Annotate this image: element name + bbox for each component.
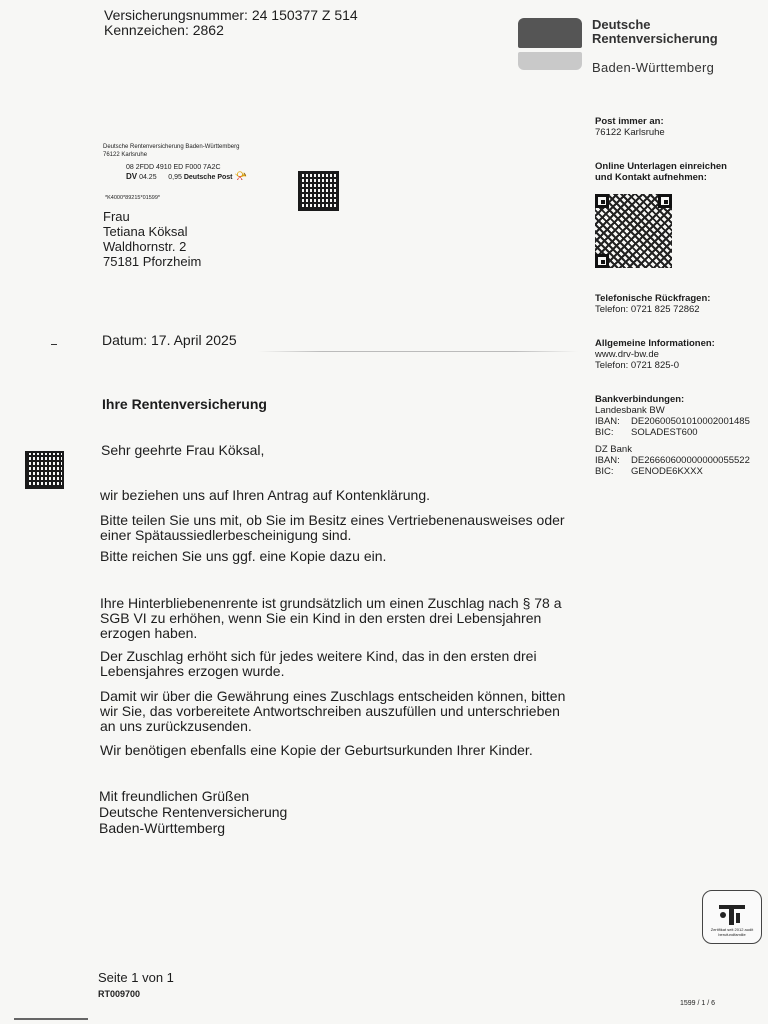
datamatrix-code-icon — [298, 171, 339, 211]
paragraph-2-line-2: einer Spätaussiedlerbescheinigung sind. — [100, 527, 352, 543]
bank1-iban-label: IBAN: — [595, 416, 620, 427]
insurance-number: Versicherungsnummer: 24 150377 Z 514 — [104, 7, 358, 23]
franking-amount: 0,95 — [168, 174, 182, 181]
logo-line2: Rentenversicherung — [592, 31, 718, 46]
post-info — [595, 116, 665, 138]
logo-region: Baden-Württemberg — [592, 60, 715, 75]
drv-logo — [518, 18, 738, 78]
sender-name: Deutsche Rentenversicherung Baden-Württemberg — [103, 144, 240, 150]
recipient-street: Waldhornstr. 2 — [103, 239, 187, 254]
paragraph-6-line-3: an uns zurückzusenden. — [100, 718, 252, 734]
closing-block — [99, 788, 287, 836]
paragraph-4-line-2: SGB VI zu erhöhen, wenn Sie ein Kind in den ersten drei Lebensjahren — [100, 610, 542, 626]
letter-salutation: Sehr geehrte Frau Köksal, — [101, 442, 265, 458]
recipient-salutation: Frau — [103, 209, 130, 224]
post-heading: Post immer an: — [595, 116, 664, 127]
paragraph-4-line-3: erzogen haben. — [100, 625, 198, 641]
closing-greeting: Mit freundlichen Grüßen — [99, 788, 250, 804]
paragraph-5 — [100, 649, 590, 679]
franking-dv: DV — [126, 172, 138, 181]
paragraph-4-line-1: Ihre Hinterbliebenenrente ist grundsätzlich um einen Zuschlag nach § 78 a — [100, 595, 562, 611]
paragraph-7: Wir benötigen ebenfalls eine Kopie der Geburtsurkunden Ihrer Kinder. — [100, 742, 533, 758]
bank1-bic-label: BIC: — [595, 427, 614, 438]
bottom-edge-line — [14, 1018, 88, 1020]
bank2-iban-label: IBAN: — [595, 455, 620, 466]
paragraph-5-line-2: Lebensjahres erzogen wurde. — [100, 663, 285, 679]
letter-subject: Ihre Rentenversicherung — [102, 396, 267, 412]
phone-info — [595, 293, 710, 315]
logo-line1: Deutsche — [592, 17, 651, 32]
post-value: 76122 Karlsruhe — [595, 127, 665, 138]
phone-value: Telefon: 0721 825 72862 — [595, 304, 700, 315]
franking-carrier: Deutsche Post — [183, 174, 233, 181]
closing-org: Deutsche Rentenversicherung — [99, 804, 288, 820]
logo-wordmark — [592, 18, 718, 46]
phone-heading: Telefonische Rückfragen: — [595, 293, 711, 304]
sender-city: 76122 Karlsruhe — [103, 152, 148, 158]
page-indicator: Seite 1 von 1 — [98, 970, 174, 985]
bank1-bic: SOLADEST600 — [631, 427, 698, 438]
bank1-iban: DE20600501010002001485 — [631, 416, 750, 427]
online-heading-1: Online Unterlagen einreichen — [595, 161, 727, 172]
info-web[interactable]: www.drv-bw.de — [595, 349, 659, 360]
paragraph-2 — [100, 513, 590, 543]
bank2-name: DZ Bank — [595, 444, 632, 455]
fold-mark — [51, 344, 57, 345]
paragraph-3: Bitte reichen Sie uns ggf. eine Kopie dazu ein. — [100, 548, 387, 564]
paragraph-5-line-1: Der Zuschlag erhöht sich für jedes weitere Kind, das in den ersten drei — [100, 648, 537, 664]
audit-certificate-stamp — [702, 890, 762, 944]
document-ref: RT009700 — [98, 989, 141, 999]
recipient-name: Tetiana Köksal — [103, 224, 188, 239]
postage-franking — [126, 163, 247, 182]
reference-block — [104, 8, 358, 38]
paragraph-4 — [100, 596, 590, 641]
franking-code: 08 2FDD 4910 ED F000 7A2C — [126, 164, 221, 171]
closing-region: Baden-Württemberg — [99, 820, 226, 836]
bank-heading: Bankverbindungen: — [595, 394, 685, 405]
bank2-iban: DE26660600000000055522 — [631, 455, 750, 466]
divider — [258, 351, 578, 352]
online-info — [595, 161, 727, 183]
recipient-address — [103, 209, 201, 269]
bank1-name: Landesbank BW — [595, 405, 665, 416]
paragraph-1: wir beziehen uns auf Ihren Antrag auf Kontenklärung. — [100, 487, 430, 503]
bank2-bic: GENODE6KXXX — [631, 466, 703, 477]
general-info — [595, 338, 715, 371]
qr-code-icon[interactable] — [595, 194, 672, 268]
bank2-bic-label: BIC: — [595, 466, 614, 477]
online-heading-2: und Kontakt aufnehmen: — [595, 172, 707, 183]
paragraph-6 — [100, 689, 590, 734]
reference-code: Kennzeichen: 2862 — [104, 22, 224, 38]
paragraph-2-line-1: Bitte teilen Sie uns mit, ob Sie im Besitz eines Vertriebenenausweises oder — [100, 512, 565, 528]
paragraph-6-line-1: Damit wir über die Gewährung eines Zuschlags entscheiden können, bitten — [100, 688, 566, 704]
paragraph-6-line-2: wir Sie, das vorbereitete Antwortschreiben auszufüllen und unterschrieben — [100, 703, 560, 719]
datamatrix-side-icon — [25, 451, 64, 489]
family-audit-icon — [717, 901, 747, 927]
stamp-caption: Zertifikat seit 2012 audit berufundfamilie — [710, 927, 754, 937]
page-code: 1599 / 1 / 6 — [680, 1000, 716, 1007]
post-horn-icon: 📯 — [234, 171, 247, 182]
info-heading: Allgemeine Informationen: — [595, 338, 715, 349]
bank-info — [595, 394, 750, 477]
drv-logo-icon — [518, 18, 586, 70]
sender-return-line — [103, 143, 239, 159]
recipient-city: 75181 Pforzheim — [103, 254, 202, 269]
letter-date: Datum: 17. April 2025 — [102, 332, 237, 348]
info-phone: Telefon: 0721 825-0 — [595, 360, 679, 371]
franking-date: 04.25 — [139, 174, 157, 181]
franking-kcode: *K4000*89215*01599* — [105, 195, 161, 201]
